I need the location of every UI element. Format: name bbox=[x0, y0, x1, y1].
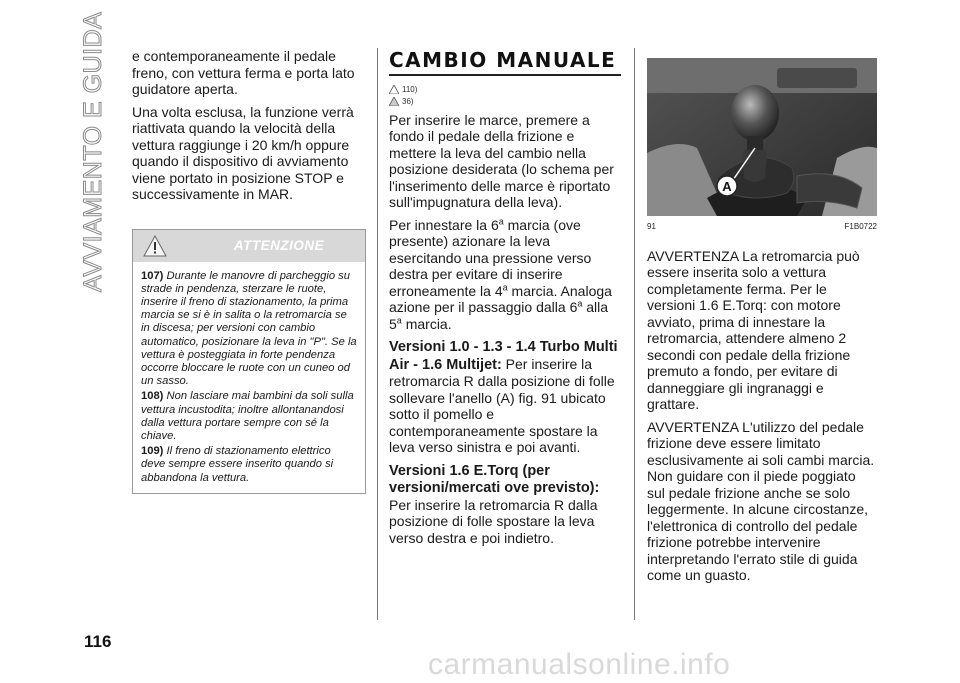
paragraph: Una volta esclusa, la funzione verrà riattivata quando la velocità della vettura raggiunge i 20 km/h oppure quando il dispositivo di avviamento viene portato in posizione STOP e successivamente in MAR. bbox=[132, 103, 354, 202]
section-title: CAMBIO MANUALE bbox=[389, 48, 617, 72]
chapter-side-title bbox=[78, 11, 118, 292]
column-1 bbox=[132, 48, 366, 494]
warning-item: 109) Il freno di stazionamento elettrico deve sempre essere inserito quando si abbandona la vettura. bbox=[141, 445, 334, 484]
warning-header bbox=[133, 230, 365, 262]
paragraph: e contemporaneamente il pedale freno, con vettura ferma e porta lato guidatore aperta. bbox=[132, 48, 355, 97]
warning-box bbox=[132, 229, 366, 494]
column-2 bbox=[389, 48, 621, 552]
chapter-title-text: AVVIAMENTO E GUIDA bbox=[79, 11, 107, 292]
gear-lever-illustration bbox=[647, 58, 877, 216]
note-ref-icon bbox=[389, 97, 399, 106]
title-rule bbox=[389, 74, 621, 76]
warning-triangle-icon bbox=[143, 235, 167, 257]
column-3 bbox=[647, 48, 877, 590]
figure-caption bbox=[647, 219, 877, 236]
paragraph: Versioni 1.6 E.Torq (per versioni/mercati ove previsto): Per inserire la retromarcia R dalla posizione di folle spostare la leva verso destra e poi indietro. bbox=[389, 462, 600, 546]
reference-marks bbox=[389, 84, 621, 108]
subheading: Versioni 1.6 E.Torq (per versioni/mercati ove previsto): bbox=[389, 462, 600, 496]
paragraph: Per innestare la 6$^a$ marcia (ove presente) azionare la leva esercitando una pressione verso destra per evitare di inserire erroneamente la 4$^a$ marcia. Analoga azione per il passaggio dalla 6$^a$ alla 5$^a$ marcia. bbox=[389, 215, 612, 332]
subheading: Versioni 1.0 - 1.3 - 1.4 Turbo Multi Air - 1.6 Multijet: bbox=[389, 339, 618, 373]
warning-item: 108) Non lasciare mai bambini da soli sulla vettura incustodita; inoltre allontanandosi dalla vettura portare sempre con sé la chiave. bbox=[141, 390, 354, 442]
warning-ref-number: 110) bbox=[402, 84, 418, 94]
paragraph: Versioni 1.0 - 1.3 - 1.4 Turbo Multi Air - 1.6 Multijet: Per inserire la retromarcia R dalla posizione di folle sollevare l'anello (A) fig. 91 ubicato sotto il pomello e contemporaneamente spostare la leva verso sinistra e poi avanti. bbox=[389, 339, 618, 455]
column-divider-2 bbox=[634, 48, 635, 620]
warning-item: 107) Durante le manovre di parcheggio su strade in pendenza, sterzare le ruote, inserire il freno di stazionamento, la prima marcia se si è in salita o la retromarcia se in discesa; per versioni con cambio automatico, posizionare la leva in "P". Se la vettura è posteggiata in forte pendenza occorre bloccare le ruote con un cuneo od un sasso. bbox=[141, 269, 357, 388]
column-divider-1 bbox=[377, 48, 378, 620]
watermark: carmanualsonline.info bbox=[428, 648, 731, 681]
figure-callout-label: A bbox=[722, 179, 732, 194]
warning-title: ATTENZIONE bbox=[233, 237, 325, 253]
note-ref-number: 36) bbox=[402, 96, 414, 106]
warning-body bbox=[133, 262, 365, 493]
warning-ref-icon bbox=[389, 85, 399, 94]
paragraph: Per inserire le marce, premere a fondo il pedale della frizione e mettere la leva del cambio nella posizione desiderata (lo schema per l'inserimento delle marce è riportato sull'impugnatura della leva). bbox=[389, 111, 614, 210]
paragraph: AVVERTENZA La retromarcia può essere inserita solo a vettura completamente ferma. Per le versioni 1.6 E.Torq: con motore avviato, prima di innestare la retromarcia, attendere almeno 2 secondi con pedale della frizione premuto a fondo, per evitare di danneggiare gli ingranaggi e grattare. bbox=[647, 247, 860, 412]
paragraph: AVVERTENZA L'utilizzo del pedale frizione deve essere limitato esclusivamente ai soli cambi marcia. Non guidare con il piede poggiato sul pedale frizione anche se solo leggermente. In alcune circostanze, l'elettronica di controllo del pedale frizione potrebbe intervenire interpretando l'errato stile di guida come un guasto. bbox=[647, 418, 875, 583]
figure-code: F1B0722 bbox=[844, 222, 877, 231]
gear-lever-figure bbox=[647, 58, 877, 216]
figure-number: 91 bbox=[647, 222, 656, 231]
page-number: 116 bbox=[84, 632, 112, 651]
